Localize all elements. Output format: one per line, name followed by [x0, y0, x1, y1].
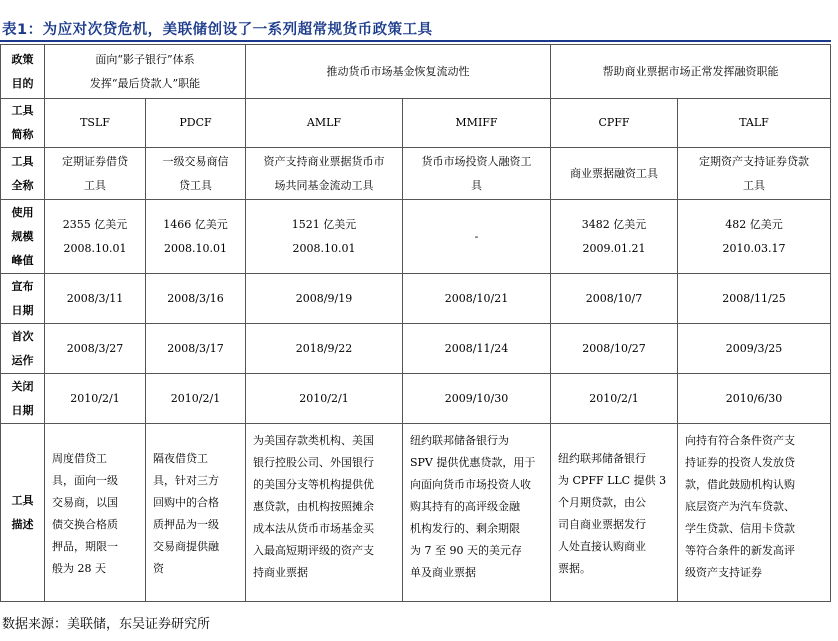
purpose-group-3: 帮助商业票据市场正常发挥融资职能: [551, 45, 831, 99]
abbr-cpff: CPFF: [551, 99, 678, 148]
fullname-pdcf: 一级交易商信 贷工具: [146, 148, 246, 200]
close-pdcf: 2010/2/1: [146, 374, 246, 424]
abbr-amlf: AMLF: [246, 99, 403, 148]
row-label-fullname: 工具 全称: [1, 148, 45, 200]
policy-tools-table: [0, 44, 831, 602]
first-op-tslf: 2008/3/27: [45, 324, 146, 374]
peak-tslf: 2355 亿美元 2008.10.01: [45, 200, 146, 274]
fullname-cpff: 商业票据融资工具: [551, 148, 678, 200]
table-title: 表1：为应对次贷危机，美联储创设了一系列超常规货币政策工具: [2, 22, 433, 38]
announce-tslf: 2008/3/11: [45, 274, 146, 324]
close-cpff: 2010/2/1: [551, 374, 678, 424]
row-abbr: [1, 99, 831, 148]
first-op-amlf: 2018/9/22: [246, 324, 403, 374]
peak-talf: 482 亿美元 2010.03.17: [678, 200, 831, 274]
peak-cpff: 3482 亿美元 2009.01.21: [551, 200, 678, 274]
announce-amlf: 2008/9/19: [246, 274, 403, 324]
row-label-purpose: 政策 目的: [1, 45, 45, 99]
data-source-note: 数据来源：美联储，东吴证券研究所: [2, 617, 211, 632]
desc-pdcf: 隔夜借贷工 具，针对三方 回购中的合格 质押品为一级 交易商提供融 资: [146, 424, 246, 602]
peak-pdcf: 1466 亿美元 2008.10.01: [146, 200, 246, 274]
desc-talf: 向持有符合条件资产支 持证券的投资人发放贷 款，借此鼓励机构认购 底层资产为汽车贷款、 学生贷款、信用卡贷款 等符合条件的新发高评 级资产支持证券: [678, 424, 831, 602]
first-op-cpff: 2008/10/27: [551, 324, 678, 374]
close-tslf: 2010/2/1: [45, 374, 146, 424]
row-close: [1, 374, 831, 424]
close-amlf: 2010/2/1: [246, 374, 403, 424]
row-first-op: [1, 324, 831, 374]
peak-amlf: 1521 亿美元 2008.10.01: [246, 200, 403, 274]
row-label-announce: 宣布 日期: [1, 274, 45, 324]
desc-mmiff: 纽约联邦储备银行为 SPV 提供优惠贷款，用于 向面向货币市场投资人收 购其持有的高评级金融 机构发行的、剩余期限 为 7 至 90 天的美元存 单及商业票据: [403, 424, 551, 602]
row-label-desc: 工具 描述: [1, 424, 45, 602]
row-label-first-op: 首次 运作: [1, 324, 45, 374]
title-rule: [0, 40, 831, 42]
desc-tslf: 周度借贷工 具，面向一级 交易商，以国 债交换合格质 押品，期限一 般为 28 天: [45, 424, 146, 602]
row-purpose: [1, 45, 831, 99]
fullname-tslf: 定期证券借贷 工具: [45, 148, 146, 200]
announce-mmiff: 2008/10/21: [403, 274, 551, 324]
abbr-talf: TALF: [678, 99, 831, 148]
announce-talf: 2008/11/25: [678, 274, 831, 324]
row-desc: [1, 424, 831, 602]
row-label-abbr: 工具 简称: [1, 99, 45, 148]
first-op-mmiff: 2008/11/24: [403, 324, 551, 374]
abbr-tslf: TSLF: [45, 99, 146, 148]
fullname-amlf: 资产支持商业票据货币市 场共同基金流动工具: [246, 148, 403, 200]
purpose-group-1: 面向“影子银行”体系 发挥“最后贷款人”职能: [45, 45, 246, 99]
row-label-peak: 使用 规模 峰值: [1, 200, 45, 274]
abbr-pdcf: PDCF: [146, 99, 246, 148]
close-mmiff: 2009/10/30: [403, 374, 551, 424]
purpose-group-2: 推动货币市场基金恢复流动性: [246, 45, 551, 99]
row-announce: [1, 274, 831, 324]
row-label-close: 关闭 日期: [1, 374, 45, 424]
abbr-mmiff: MMIFF: [403, 99, 551, 148]
announce-pdcf: 2008/3/16: [146, 274, 246, 324]
first-op-pdcf: 2008/3/17: [146, 324, 246, 374]
desc-amlf: 为美国存款类机构、美国 银行控股公司、外国银行 的美国分支等机构提供优 惠贷款，由机构按照摊余 成本法从货币市场基金买 入最高短期评级的资产支 持商业票据: [246, 424, 403, 602]
fullname-talf: 定期资产支持证券贷款 工具: [678, 148, 831, 200]
desc-cpff: 纽约联邦储备银行 为 CPFF LLC 提供 3 个月期贷款，由公 司自商业票据发行 人处直接认购商业 票据。: [551, 424, 678, 602]
peak-mmiff: -: [403, 200, 551, 274]
first-op-talf: 2009/3/25: [678, 324, 831, 374]
row-peak: [1, 200, 831, 274]
announce-cpff: 2008/10/7: [551, 274, 678, 324]
close-talf: 2010/6/30: [678, 374, 831, 424]
fullname-mmiff: 货币市场投资人融资工 具: [403, 148, 551, 200]
row-fullname: [1, 148, 831, 200]
